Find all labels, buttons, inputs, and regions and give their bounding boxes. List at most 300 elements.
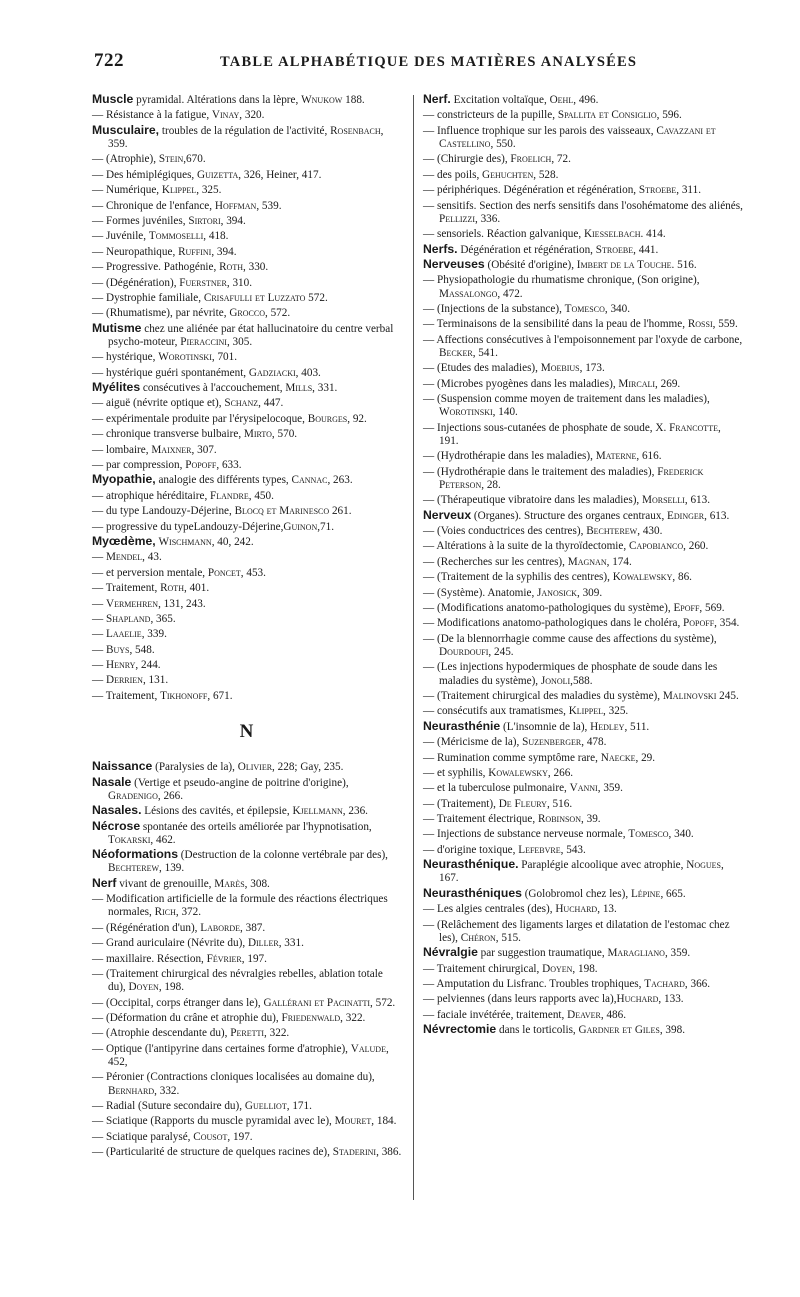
entry-pages: , 570. xyxy=(271,428,298,441)
entry-authors: Tomesco xyxy=(628,828,669,841)
entry-text: — (Atrophie descendante du), xyxy=(92,1027,231,1040)
entry-pages: , 330. xyxy=(243,261,269,274)
entry-pages: , 613. xyxy=(704,509,730,522)
entry-pages: , 572. xyxy=(370,996,396,1009)
entry-text: Lésions des cavités, et épilepsie, xyxy=(141,805,293,818)
entry-authors: Bechterew xyxy=(586,525,638,538)
index-entry xyxy=(423,827,743,841)
entry-pages: , 340. xyxy=(668,828,694,841)
entry-authors: Morselli xyxy=(642,494,685,507)
column-rule xyxy=(413,95,414,1200)
entry-authors: Jonoli xyxy=(540,674,571,687)
entry-text: Paraplégie alcoolique avec atrophie, xyxy=(518,859,687,872)
entry-authors: Stein xyxy=(158,153,184,166)
entry-authors: Mills xyxy=(285,382,313,395)
index-entry xyxy=(423,992,743,1006)
entry-authors: Crisafulli et Luzzato xyxy=(203,291,306,304)
index-entry xyxy=(423,227,743,241)
index-entry xyxy=(92,291,402,305)
entry-text: — (Traitement chirurgical des maladies du système), xyxy=(423,689,663,702)
entry-heading: Nerveuses xyxy=(423,256,485,271)
entry-authors: Schanz xyxy=(224,397,259,410)
entry-pages: , 40, 242. xyxy=(211,535,254,548)
entry-text: — Modification artificielle de la formule des réactions électriques normales, xyxy=(92,893,388,919)
entry-pages: , 366. xyxy=(684,977,711,990)
index-entry xyxy=(423,377,743,391)
entry-authors: Grocco xyxy=(229,307,265,320)
index-entry xyxy=(423,902,743,916)
entry-pages: , 266. xyxy=(547,766,574,779)
entry-pages: , 72. xyxy=(551,153,571,166)
index-entry xyxy=(92,322,402,349)
entry-pages: , 332. xyxy=(154,1084,180,1097)
entry-text: — Traitement électrique, xyxy=(423,813,538,826)
entry-authors: Février xyxy=(206,952,242,965)
entry-pages: , 403. xyxy=(295,366,321,379)
entry-pages: , 633. xyxy=(216,459,242,471)
entry-authors: Cousot xyxy=(193,1130,228,1143)
left-column xyxy=(92,93,402,1161)
entry-text: — (Régénération d'un), xyxy=(92,921,201,934)
entry-authors: Mendel xyxy=(105,551,143,564)
entry-pages: , 478. xyxy=(581,736,607,749)
entry-text: — Altérations à la suite de la thyroïdectomie, xyxy=(423,540,629,553)
entry-authors: Gadziacki xyxy=(248,366,296,379)
index-entry xyxy=(92,214,402,228)
entry-pages: , 43. xyxy=(142,551,162,564)
entry-heading: Neurasthénique. xyxy=(423,857,519,872)
entry-heading: Myœdème, xyxy=(92,533,156,548)
entry-text: — progressive du typeLandouzy-Déjerine, xyxy=(92,520,284,533)
index-entry xyxy=(423,601,743,615)
entry-heading: Mutisme xyxy=(92,320,142,335)
entry-pages: , 372. xyxy=(175,906,202,919)
index-entry xyxy=(423,539,743,553)
entry-text: — atrophique héréditaire, xyxy=(92,489,211,502)
entry-authors: Worotinski xyxy=(158,351,212,364)
entry-text: — Rumination comme symptôme rare, xyxy=(423,751,601,764)
entry-pages: , 167. xyxy=(439,859,724,885)
entry-text: par suggestion traumatique, xyxy=(477,947,608,960)
index-entry xyxy=(92,1026,402,1040)
entry-authors: Huchard xyxy=(555,903,598,916)
entry-text: (Organes). Structure des organes centraux, xyxy=(471,509,668,522)
entry-text: — d'origine toxique, xyxy=(423,843,519,856)
entry-authors: Staderini xyxy=(332,1146,377,1159)
entry-text: — (Traitement), xyxy=(423,797,499,810)
entry-text: — et la tuberculose pulmonaire, xyxy=(423,782,570,795)
index-entry xyxy=(92,643,402,657)
entry-pages: , 339. xyxy=(141,628,167,641)
entry-text: — (Recherches sur les centres), xyxy=(423,555,568,568)
entry-authors: Kiesselbach xyxy=(583,228,641,241)
index-entry xyxy=(92,581,402,595)
index-entry xyxy=(92,1130,402,1144)
entry-authors: Laaelie xyxy=(105,628,142,641)
entry-authors: Fuerstner xyxy=(179,276,227,289)
entry-text: (Obésité d'origine), xyxy=(484,258,577,271)
entry-text: — (Dégénération), xyxy=(92,276,180,289)
index-entry xyxy=(423,449,743,463)
entry-authors: Epoff xyxy=(673,601,700,614)
entry-pages: , 418. xyxy=(203,230,229,243)
index-entry xyxy=(423,887,743,901)
entry-text: — Traitement, xyxy=(92,582,161,595)
index-entry xyxy=(423,812,743,826)
entry-pages: , 472. xyxy=(497,287,523,300)
index-entry xyxy=(92,168,402,182)
entry-pages: , 198. xyxy=(158,981,184,994)
entry-authors: Blocq et Marinesco xyxy=(234,505,330,518)
entry-pages: , 28. xyxy=(481,478,501,491)
entry-pages: , 331. xyxy=(312,382,338,395)
entry-pages: , 197. xyxy=(227,1130,253,1143)
entry-text: — et perversion mentale, xyxy=(92,566,208,579)
entry-authors: Friedenwald xyxy=(281,1011,341,1024)
entry-authors: Imbert de la Touche xyxy=(576,258,672,271)
entry-heading: Musculaire, xyxy=(92,122,160,137)
entry-text: — expérimentale produite par l'érysipelocoque, xyxy=(92,412,308,425)
entry-authors: Gradenigo xyxy=(108,789,158,802)
entry-authors: Deaver xyxy=(567,1008,601,1021)
entry-pages: , 263. xyxy=(327,474,353,487)
entry-text: — (Occipital, corps étranger dans le), xyxy=(92,996,264,1009)
entry-pages: , 325. xyxy=(603,705,629,718)
entry-text: — du type Landouzy-Déjerine, xyxy=(92,505,235,518)
entry-text: — (Système). Anatomie, xyxy=(423,586,538,599)
entry-authors: Vermehren xyxy=(105,597,159,610)
index-entry xyxy=(423,243,743,257)
entry-authors: Klippel xyxy=(568,705,604,718)
entry-pages: , 447. xyxy=(258,397,284,410)
entry-text: — xyxy=(92,659,106,672)
entry-pages: , 39. xyxy=(581,813,601,826)
entry-authors: Guizetta xyxy=(197,168,239,181)
entry-text: — (Hydrothérapie dans le traitement des maladies), xyxy=(423,465,658,478)
index-entry xyxy=(92,1011,402,1025)
entry-text: — xyxy=(92,612,106,625)
entry-pages: , 139. xyxy=(159,862,185,875)
entry-authors: Magnan xyxy=(567,555,607,568)
index-entry xyxy=(92,427,402,441)
entry-text: — Traitement, xyxy=(92,689,161,702)
entry-pages: , 191. xyxy=(439,421,721,447)
entry-text: — (Etudes des maladies), xyxy=(423,362,541,375)
entry-authors: Lépine xyxy=(630,887,661,900)
entry-authors: Peretti xyxy=(230,1027,265,1040)
entry-authors: Rosenbach xyxy=(330,124,381,137)
entry-authors: Marès xyxy=(214,877,245,890)
entry-authors: Buys xyxy=(105,643,130,656)
entry-pages: , 671. xyxy=(207,689,233,702)
index-entry xyxy=(92,199,402,213)
entry-authors: Cavazzani et Castellino xyxy=(439,124,716,150)
entry-text: (Paralysies de la), xyxy=(152,761,238,774)
entry-authors: Guinon xyxy=(283,520,318,533)
entry-text: — Dystrophie familiale, xyxy=(92,291,204,304)
entry-text: — Affections consécutives à l'empoisonnement par l'oxyde de carbone, xyxy=(423,333,743,346)
index-entry xyxy=(92,1145,402,1159)
index-entry xyxy=(92,366,402,380)
entry-authors: Stroebe xyxy=(638,184,677,197)
entry-authors: Mirto xyxy=(243,428,272,441)
index-entry xyxy=(92,260,402,274)
entry-authors: Mouret xyxy=(334,1115,372,1128)
index-entry xyxy=(423,524,743,538)
entry-text: — Physiopathologie du rhumatisme chronique, (Son origine), xyxy=(423,274,700,287)
entry-pages: , 336. xyxy=(474,212,501,225)
entry-authors: Suzenberger xyxy=(522,736,582,749)
entry-text: — maxillaire. Résection, xyxy=(92,952,207,965)
entry-text: — (Hydrothérapie dans les maladies), xyxy=(423,450,596,463)
entry-pages: 188. xyxy=(342,94,365,106)
index-entry xyxy=(423,843,743,857)
entry-authors: Tomesco xyxy=(564,302,605,315)
index-entry xyxy=(92,489,402,503)
entry-text: — consécutifs aux tramatismes, xyxy=(423,705,569,718)
index-entry xyxy=(92,820,402,847)
entry-heading: Naissance xyxy=(92,759,153,774)
index-entry xyxy=(92,673,402,687)
entry-pages: , 13. xyxy=(597,903,617,916)
index-entry xyxy=(423,977,743,991)
entry-pages: , 441. xyxy=(633,243,659,256)
index-entry xyxy=(92,245,402,259)
index-entry xyxy=(92,848,402,875)
index-entry xyxy=(92,952,402,966)
entry-text: pyramidal. Altérations dans la lèpre, xyxy=(133,94,302,106)
entry-authors: Becker xyxy=(439,346,473,359)
entry-pages: , 309. xyxy=(576,586,603,599)
entry-pages: , 92. xyxy=(347,412,367,425)
entry-text: — (Injections de la substance), xyxy=(423,302,565,315)
entry-authors: Malinovski xyxy=(662,689,717,702)
index-entry xyxy=(423,509,743,523)
entry-text: — Grand auriculaire (Névrite du), xyxy=(92,937,248,950)
entry-pages: , 311. xyxy=(676,184,701,197)
entry-authors: Doyen xyxy=(128,981,159,994)
entry-pages: , 320. xyxy=(239,109,265,122)
entry-authors: Tachard xyxy=(644,977,685,990)
entry-pages: , 354. xyxy=(714,617,740,630)
entry-text: — Traitement chirurgical, xyxy=(423,962,543,975)
entry-text: — xyxy=(92,597,106,610)
index-entry xyxy=(92,1114,402,1128)
entry-authors: Roth xyxy=(160,582,184,595)
entry-text: — Modifications anatomo-pathologiques dans le choléra, xyxy=(423,617,684,630)
index-entry xyxy=(92,760,402,774)
index-entry xyxy=(92,535,402,549)
entry-pages: , 305. xyxy=(226,335,253,348)
entry-text: spontanée des orteils améliorée par l'hypnotisation, xyxy=(140,820,372,833)
entry-pages: , 171. xyxy=(286,1099,312,1112)
entry-authors: Klippel xyxy=(161,184,197,197)
index-entry xyxy=(92,229,402,243)
index-entry xyxy=(423,93,743,107)
entry-pages: , 326, Heiner, 417. xyxy=(238,168,322,181)
entry-text: — Les algies centrales (des), xyxy=(423,903,556,916)
entry-authors: X. Francotte xyxy=(655,421,718,434)
index-entry xyxy=(92,306,402,320)
index-entry xyxy=(423,333,743,360)
entry-authors: Massalongo xyxy=(439,287,498,300)
index-entry xyxy=(423,555,743,569)
index-entry xyxy=(423,361,743,375)
entry-text: — Numérique, xyxy=(92,184,162,197)
index-entry xyxy=(423,766,743,780)
entry-authors: Stroebe xyxy=(595,243,634,256)
entry-pages: ,71. xyxy=(317,520,335,533)
entry-authors: De Fleury xyxy=(498,797,547,810)
index-entry xyxy=(92,996,402,1010)
entry-text: — Influence trophique sur les parois des vaisseaux, xyxy=(423,124,657,137)
index-entry xyxy=(92,892,402,919)
entry-pages: , 559. xyxy=(712,318,738,331)
index-entry xyxy=(92,396,402,410)
entry-text: — hystérique guéri spontanément, xyxy=(92,366,249,379)
entry-text: — Progressive. Pathogénie, xyxy=(92,261,220,274)
entry-authors: Dourdoufi xyxy=(439,645,489,658)
entry-authors: Vinay xyxy=(211,109,240,122)
entry-authors: Henry xyxy=(105,659,136,672)
entry-authors: Chéron xyxy=(460,931,496,944)
entry-authors: Hedley xyxy=(590,720,625,733)
index-entry xyxy=(423,199,743,226)
entry-heading: Nerveux xyxy=(423,507,472,522)
entry-pages: , 401. xyxy=(183,582,210,595)
entry-pages: , 266. xyxy=(157,789,184,802)
entry-text: — (Relâchement des ligaments larges et dilatation de l'estomac chez les), xyxy=(423,918,730,944)
entry-text: — (Chirurgie des), xyxy=(423,153,511,166)
entry-pages: 572. xyxy=(305,291,328,304)
entry-text: — xyxy=(92,551,106,564)
entry-pages: , 340. xyxy=(604,302,631,315)
index-entry xyxy=(423,781,743,795)
entry-pages: , 516. xyxy=(546,797,573,810)
entry-authors: Wischmann xyxy=(158,535,212,548)
entry-authors: Spallita et Consiglio xyxy=(557,109,657,122)
entry-text: — Formes juvéniles, xyxy=(92,214,189,227)
entry-pages: , 131, 243. xyxy=(158,597,206,610)
entry-authors: Capobianco xyxy=(628,540,684,553)
entry-pages: , 539. xyxy=(256,199,282,212)
index-entry xyxy=(423,586,743,600)
entry-text: — xyxy=(92,674,106,687)
entry-pages: , 322. xyxy=(340,1011,366,1024)
entry-authors: Popoff xyxy=(683,617,715,630)
index-entry xyxy=(92,124,402,151)
entry-pages: , 572. xyxy=(264,307,291,320)
entry-authors: Pellizzi xyxy=(439,212,475,225)
entry-authors: Janosick xyxy=(537,586,577,599)
entry-text: — (Atrophie), xyxy=(92,153,159,166)
entry-authors: Bechterew xyxy=(108,862,160,875)
entry-pages: , 541. xyxy=(472,346,498,359)
entry-text: — (Modifications anatomo-pathologiques du système), xyxy=(423,601,674,614)
entry-pages: , 398. xyxy=(659,1024,685,1037)
entry-text: — Injections de substance nerveuse normale, xyxy=(423,828,629,841)
entry-authors: Lefebvre xyxy=(518,843,561,856)
entry-pages: , 140. xyxy=(492,406,518,419)
entry-authors: Oehl xyxy=(549,94,574,106)
index-entry xyxy=(92,473,402,487)
index-entry xyxy=(92,276,402,290)
entry-text: — Amputation du Lisfranc. Troubles trophiques, xyxy=(423,977,645,990)
page-title: TABLE ALPHABÉTIQUE DES MATIÈRES ANALYSÉES xyxy=(220,54,638,70)
index-entry xyxy=(92,183,402,197)
entry-pages: , 394. xyxy=(211,245,237,258)
entry-text: — (Traitement de la syphilis des centres), xyxy=(423,571,613,584)
index-entry xyxy=(92,504,402,518)
entry-authors: Hoffman xyxy=(214,199,257,212)
entry-text: — Terminaisons de la sensibilité dans la peau de l'homme, xyxy=(423,318,688,331)
entry-pages: , 548. xyxy=(129,643,155,656)
entry-heading: Nécrose xyxy=(92,818,141,833)
entry-pages: . 414. xyxy=(640,228,666,241)
entry-authors: Roth xyxy=(219,261,243,274)
entry-pages: . 516. xyxy=(671,258,697,271)
entry-authors: Kjellmann xyxy=(292,805,343,818)
entry-text: — (Les injections hypodermiques de phosphate de soude dans les maladies du système), xyxy=(423,661,718,687)
entry-text: — (De la blennorrhagie comme cause des affections du système), xyxy=(423,632,717,645)
entry-text: — chronique transverse bulbaire, xyxy=(92,428,244,441)
entry-authors: Kowalewsky xyxy=(488,766,548,779)
entry-text: — (Microbes pyogènes dans les maladies), xyxy=(423,377,619,390)
entry-authors: Poncet xyxy=(207,566,241,579)
entry-pages: , 308. xyxy=(244,877,270,890)
entry-authors: Derrien xyxy=(105,674,143,687)
entry-text: — Neuropathique, xyxy=(92,245,179,258)
entry-pages: , 269. xyxy=(655,377,681,390)
index-entry xyxy=(423,258,743,272)
index-entry xyxy=(92,93,402,107)
entry-text: (Destruction de la colonne vertébrale par des), xyxy=(178,849,388,862)
entry-authors: Bernhard xyxy=(108,1084,155,1097)
entry-pages: , 244. xyxy=(135,659,161,672)
entry-pages: , 387. xyxy=(240,921,266,934)
entry-heading: Neurasthénie xyxy=(423,718,501,733)
entry-text: — des poils, xyxy=(423,168,483,181)
index-entry xyxy=(92,804,402,818)
entry-text: vivant de grenouille, xyxy=(116,877,215,890)
entry-text: — (Voies conductrices des centres), xyxy=(423,525,587,538)
index-entry xyxy=(92,1042,402,1069)
entry-pages: , 543. xyxy=(560,843,586,856)
index-entry xyxy=(92,627,402,641)
entry-authors: Ruffini xyxy=(178,245,212,258)
entry-text: — (Suspension comme moyen de traitement dans les maladies), xyxy=(423,393,710,406)
index-entry xyxy=(423,946,743,960)
index-entry xyxy=(423,632,743,659)
entry-authors: Doyen xyxy=(542,962,573,975)
entry-pages: , 173. xyxy=(579,362,605,375)
index-entry xyxy=(92,597,402,611)
index-entry xyxy=(423,570,743,584)
index-entry xyxy=(423,797,743,811)
entry-pages: , 394. xyxy=(220,214,246,227)
entry-pages: , 550. xyxy=(490,137,516,150)
entry-text: — Sciatique paralysé, xyxy=(92,1130,194,1143)
entry-pages: , 452, xyxy=(108,1042,389,1068)
entry-authors: Shapland xyxy=(105,612,151,625)
right-entries xyxy=(423,93,743,1037)
index-entry xyxy=(423,124,743,151)
index-entry xyxy=(423,273,743,300)
entry-authors: Maixner xyxy=(151,443,192,456)
entry-heading: Nerfs. xyxy=(423,241,458,256)
right-column xyxy=(423,93,743,1039)
entry-pages: , 450. xyxy=(248,489,274,502)
